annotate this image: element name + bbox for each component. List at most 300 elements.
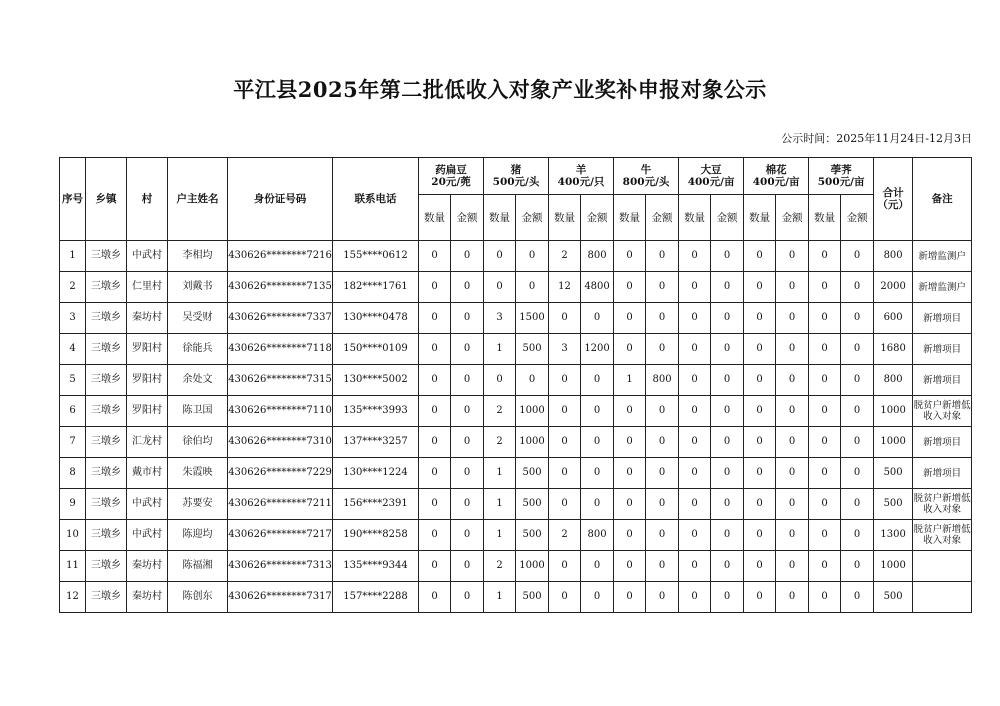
- header-village: 村: [127, 158, 168, 241]
- product-price: 400元/亩: [752, 176, 800, 188]
- cell-householder: 陈福湘: [168, 551, 228, 582]
- cell-quantity: 0: [419, 458, 451, 489]
- cell-quantity: 0: [419, 334, 451, 365]
- cell-amount: 0: [841, 303, 874, 334]
- cell-householder: 刘戴书: [168, 272, 228, 303]
- cell-quantity: 0: [679, 427, 711, 458]
- cell-quantity: 0: [549, 551, 581, 582]
- cell-amount: 0: [776, 551, 809, 582]
- product-price: 500元/头: [492, 176, 540, 188]
- cell-amount: 1000: [516, 396, 549, 427]
- cell-remark: 新增项目: [913, 334, 972, 365]
- header-quantity: 数量: [679, 195, 711, 241]
- cell-village: 戴市村: [127, 458, 168, 489]
- cell-quantity: 2: [484, 551, 516, 582]
- cell-quantity: 2: [484, 396, 516, 427]
- table-row: [60, 272, 972, 303]
- cell-amount: 0: [581, 489, 614, 520]
- cell-remark: 新增项目: [913, 427, 972, 458]
- cell-total: 1680: [874, 334, 913, 365]
- header-amount: 金额: [841, 195, 874, 241]
- cell-village: 中武村: [127, 241, 168, 272]
- product-price: 500元/亩: [817, 176, 865, 188]
- cell-quantity: 0: [679, 303, 711, 334]
- cell-quantity: 0: [809, 241, 841, 272]
- cell-quantity: 0: [679, 334, 711, 365]
- cell-amount: 0: [516, 272, 549, 303]
- cell-amount: 0: [776, 365, 809, 396]
- cell-quantity: 0: [744, 241, 776, 272]
- cell-id-number: 430626********7317: [228, 582, 333, 613]
- cell-quantity: 0: [419, 582, 451, 613]
- cell-quantity: 0: [614, 551, 646, 582]
- cell-amount: 1000: [516, 427, 549, 458]
- table-row: [60, 489, 972, 520]
- cell-total: 1000: [874, 551, 913, 582]
- cell-amount: 0: [711, 272, 744, 303]
- cell-amount: 0: [451, 551, 484, 582]
- header-product: [614, 158, 679, 195]
- cell-total: 800: [874, 365, 913, 396]
- cell-id-number: 430626********7118: [228, 334, 333, 365]
- cell-seq: 3: [60, 303, 86, 334]
- header-quantity: 数量: [614, 195, 646, 241]
- cell-amount: 0: [451, 489, 484, 520]
- cell-id-number: 430626********7211: [228, 489, 333, 520]
- header-phone: 联系电话: [333, 158, 419, 241]
- cell-amount: 0: [841, 582, 874, 613]
- header-product: [679, 158, 744, 195]
- cell-amount: 1000: [516, 551, 549, 582]
- cell-householder: 徐能兵: [168, 334, 228, 365]
- cell-quantity: 0: [549, 458, 581, 489]
- cell-quantity: 1: [484, 520, 516, 551]
- cell-amount: 800: [581, 241, 614, 272]
- publication-period: 公示时间：2025年11月24日-12月3日: [781, 132, 972, 145]
- cell-amount: 500: [516, 334, 549, 365]
- cell-householder: 苏要安: [168, 489, 228, 520]
- cell-amount: 0: [776, 396, 809, 427]
- cell-amount: 0: [841, 520, 874, 551]
- header-quantity: 数量: [549, 195, 581, 241]
- cell-total: 2000: [874, 272, 913, 303]
- cell-amount: 0: [646, 241, 679, 272]
- cell-amount: 0: [646, 272, 679, 303]
- header-row-products: [60, 158, 972, 195]
- cell-amount: 0: [711, 334, 744, 365]
- product-price: 20元/蔸: [431, 176, 471, 188]
- cell-quantity: 0: [809, 582, 841, 613]
- cell-quantity: 0: [744, 365, 776, 396]
- cell-phone: 130****1224: [333, 458, 419, 489]
- header-product: [419, 158, 484, 195]
- cell-quantity: 0: [484, 272, 516, 303]
- cell-quantity: 0: [614, 272, 646, 303]
- product-price: 400元/亩: [687, 176, 735, 188]
- cell-quantity: 0: [809, 427, 841, 458]
- cell-amount: 0: [451, 365, 484, 396]
- cell-total: 600: [874, 303, 913, 334]
- product-name: 大豆: [700, 164, 722, 176]
- table-row: [60, 241, 972, 272]
- header-amount: 金额: [776, 195, 809, 241]
- cell-amount: 0: [451, 582, 484, 613]
- table-row: [60, 365, 972, 396]
- cell-id-number: 430626********7229: [228, 458, 333, 489]
- cell-amount: 0: [646, 489, 679, 520]
- header-remark: 备注: [913, 158, 972, 241]
- cell-remark: 新增项目: [913, 458, 972, 489]
- cell-phone: 135****3993: [333, 396, 419, 427]
- cell-quantity: 0: [679, 241, 711, 272]
- cell-quantity: 3: [484, 303, 516, 334]
- cell-amount: 0: [711, 427, 744, 458]
- cell-town: 三墩乡: [86, 334, 127, 365]
- cell-amount: 0: [581, 396, 614, 427]
- cell-amount: 0: [646, 396, 679, 427]
- cell-amount: 500: [516, 458, 549, 489]
- product-name: 药扁豆: [435, 164, 467, 176]
- product-name: 牛: [640, 164, 652, 176]
- table-row: [60, 396, 972, 427]
- cell-quantity: 0: [419, 427, 451, 458]
- cell-quantity: 0: [679, 396, 711, 427]
- cell-phone: 155****0612: [333, 241, 419, 272]
- cell-amount: 0: [451, 427, 484, 458]
- cell-amount: 0: [711, 365, 744, 396]
- cell-quantity: 0: [549, 427, 581, 458]
- cell-amount: 0: [646, 458, 679, 489]
- cell-town: 三墩乡: [86, 458, 127, 489]
- cell-town: 三墩乡: [86, 489, 127, 520]
- cell-quantity: 0: [549, 582, 581, 613]
- cell-quantity: 0: [679, 489, 711, 520]
- cell-quantity: 0: [744, 334, 776, 365]
- cell-quantity: 0: [419, 241, 451, 272]
- cell-householder: 陈卫国: [168, 396, 228, 427]
- cell-quantity: 0: [809, 458, 841, 489]
- cell-quantity: 0: [419, 365, 451, 396]
- product-name: 羊: [575, 164, 587, 176]
- cell-quantity: 0: [809, 303, 841, 334]
- cell-quantity: 0: [809, 489, 841, 520]
- cell-householder: 李相均: [168, 241, 228, 272]
- cell-amount: 0: [841, 489, 874, 520]
- cell-amount: 0: [581, 365, 614, 396]
- cell-phone: 150****0109: [333, 334, 419, 365]
- cell-quantity: 0: [809, 396, 841, 427]
- cell-remark: [913, 582, 972, 613]
- cell-remark: 新增项目: [913, 303, 972, 334]
- product-name: 猪: [510, 164, 522, 176]
- cell-amount: 0: [581, 458, 614, 489]
- header-amount: 金额: [451, 195, 484, 241]
- cell-amount: 0: [841, 551, 874, 582]
- cell-quantity: 0: [809, 334, 841, 365]
- cell-quantity: 0: [809, 365, 841, 396]
- cell-quantity: 0: [679, 582, 711, 613]
- cell-quantity: 0: [744, 582, 776, 613]
- cell-quantity: 0: [679, 272, 711, 303]
- cell-amount: 0: [776, 303, 809, 334]
- cell-amount: 0: [776, 334, 809, 365]
- cell-amount: 0: [451, 520, 484, 551]
- header-town: 乡镇: [86, 158, 127, 241]
- cell-quantity: 12: [549, 272, 581, 303]
- cell-village: 仁里村: [127, 272, 168, 303]
- cell-amount: 800: [581, 520, 614, 551]
- header-quantity: 数量: [744, 195, 776, 241]
- cell-quantity: 0: [484, 365, 516, 396]
- cell-amount: 0: [776, 582, 809, 613]
- page-title: 平江县2025年第二批低收入对象产业奖补申报对象公示: [233, 77, 767, 102]
- header-amount: 金额: [711, 195, 744, 241]
- cell-quantity: 0: [744, 396, 776, 427]
- cell-amount: 0: [646, 427, 679, 458]
- cell-householder: 徐伯均: [168, 427, 228, 458]
- header-product: [484, 158, 549, 195]
- cell-householder: 余处文: [168, 365, 228, 396]
- cell-quantity: 0: [614, 489, 646, 520]
- cell-quantity: 2: [484, 427, 516, 458]
- cell-remark: 新增监测户: [913, 241, 972, 272]
- cell-amount: 0: [646, 551, 679, 582]
- cell-seq: 7: [60, 427, 86, 458]
- cell-amount: 0: [776, 458, 809, 489]
- cell-quantity: 0: [744, 489, 776, 520]
- cell-quantity: 1: [484, 334, 516, 365]
- product-price: 800元/头: [622, 176, 670, 188]
- cell-village: 罗阳村: [127, 334, 168, 365]
- header-product: [549, 158, 614, 195]
- cell-remark: 脱贫户新增低收入对象: [913, 489, 972, 520]
- cell-seq: 12: [60, 582, 86, 613]
- cell-remark: 新增监测户: [913, 272, 972, 303]
- cell-town: 三墩乡: [86, 272, 127, 303]
- cell-quantity: 0: [614, 582, 646, 613]
- cell-town: 三墩乡: [86, 582, 127, 613]
- cell-id-number: 430626********7110: [228, 396, 333, 427]
- product-price: 400元/只: [557, 176, 605, 188]
- cell-quantity: 0: [614, 520, 646, 551]
- cell-householder: 朱霞映: [168, 458, 228, 489]
- cell-town: 三墩乡: [86, 396, 127, 427]
- cell-amount: 4800: [581, 272, 614, 303]
- header-householder: 户主姓名: [168, 158, 228, 241]
- cell-quantity: 0: [614, 334, 646, 365]
- cell-phone: 190****8258: [333, 520, 419, 551]
- cell-amount: 0: [581, 582, 614, 613]
- cell-total: 800: [874, 241, 913, 272]
- header-product: [809, 158, 874, 195]
- cell-id-number: 430626********7313: [228, 551, 333, 582]
- cell-id-number: 430626********7217: [228, 520, 333, 551]
- cell-total: 500: [874, 489, 913, 520]
- cell-amount: 0: [776, 520, 809, 551]
- cell-total: 1300: [874, 520, 913, 551]
- header-amount: 金额: [516, 195, 549, 241]
- cell-remark: 脱贫户新增低收入对象: [913, 396, 972, 427]
- cell-seq: 6: [60, 396, 86, 427]
- cell-town: 三墩乡: [86, 365, 127, 396]
- cell-quantity: 0: [614, 458, 646, 489]
- cell-phone: 157****2288: [333, 582, 419, 613]
- cell-village: 罗阳村: [127, 396, 168, 427]
- cell-village: 罗阳村: [127, 365, 168, 396]
- header-total: 合计（元）: [874, 158, 913, 241]
- cell-total: 1000: [874, 396, 913, 427]
- cell-phone: 135****9344: [333, 551, 419, 582]
- cell-village: 秦坊村: [127, 551, 168, 582]
- header-quantity: 数量: [419, 195, 451, 241]
- cell-remark: 新增项目: [913, 365, 972, 396]
- cell-town: 三墩乡: [86, 427, 127, 458]
- cell-amount: 500: [516, 520, 549, 551]
- cell-quantity: 0: [744, 303, 776, 334]
- table-row: [60, 551, 972, 582]
- cell-village: 中武村: [127, 489, 168, 520]
- cell-seq: 5: [60, 365, 86, 396]
- cell-amount: 0: [841, 334, 874, 365]
- cell-quantity: 1: [614, 365, 646, 396]
- cell-householder: 吴受财: [168, 303, 228, 334]
- table-row: [60, 582, 972, 613]
- cell-quantity: 0: [419, 520, 451, 551]
- cell-amount: 0: [776, 241, 809, 272]
- cell-quantity: 1: [484, 582, 516, 613]
- cell-amount: 0: [581, 551, 614, 582]
- cell-seq: 1: [60, 241, 86, 272]
- cell-quantity: 0: [809, 520, 841, 551]
- cell-amount: 500: [516, 489, 549, 520]
- cell-amount: 0: [776, 272, 809, 303]
- cell-quantity: 0: [549, 365, 581, 396]
- table-row: [60, 520, 972, 551]
- table-body: [60, 241, 972, 613]
- table-row: [60, 427, 972, 458]
- cell-quantity: 0: [744, 458, 776, 489]
- cell-amount: 0: [451, 396, 484, 427]
- cell-quantity: 0: [679, 520, 711, 551]
- cell-total: 1000: [874, 427, 913, 458]
- cell-id-number: 430626********7216: [228, 241, 333, 272]
- header-seq: 序号: [60, 158, 86, 241]
- cell-amount: 0: [841, 458, 874, 489]
- cell-id-number: 430626********7310: [228, 427, 333, 458]
- cell-remark: [913, 551, 972, 582]
- table-row: [60, 458, 972, 489]
- subsidy-table: [59, 157, 972, 613]
- cell-amount: 0: [646, 520, 679, 551]
- cell-seq: 11: [60, 551, 86, 582]
- cell-amount: 0: [646, 303, 679, 334]
- cell-quantity: 0: [549, 303, 581, 334]
- cell-quantity: 0: [419, 396, 451, 427]
- cell-quantity: 0: [809, 272, 841, 303]
- cell-quantity: 0: [744, 520, 776, 551]
- cell-amount: 0: [646, 334, 679, 365]
- cell-amount: 0: [841, 365, 874, 396]
- cell-amount: 1500: [516, 303, 549, 334]
- cell-remark: 脱贫户新增低收入对象: [913, 520, 972, 551]
- header-id-number: 身份证号码: [228, 158, 333, 241]
- cell-quantity: 0: [614, 241, 646, 272]
- header-product: [744, 158, 809, 195]
- cell-seq: 9: [60, 489, 86, 520]
- cell-amount: 0: [711, 489, 744, 520]
- cell-quantity: 0: [484, 241, 516, 272]
- cell-amount: 0: [581, 427, 614, 458]
- cell-amount: 0: [451, 334, 484, 365]
- cell-town: 三墩乡: [86, 520, 127, 551]
- cell-amount: 0: [841, 427, 874, 458]
- cell-amount: 0: [776, 427, 809, 458]
- cell-phone: 137****3257: [333, 427, 419, 458]
- cell-quantity: 0: [614, 396, 646, 427]
- cell-quantity: 0: [744, 427, 776, 458]
- cell-amount: 0: [451, 458, 484, 489]
- cell-amount: 0: [451, 241, 484, 272]
- cell-amount: 0: [841, 272, 874, 303]
- cell-seq: 4: [60, 334, 86, 365]
- cell-quantity: 0: [679, 458, 711, 489]
- cell-quantity: 1: [484, 489, 516, 520]
- cell-amount: 0: [451, 303, 484, 334]
- cell-amount: 800: [646, 365, 679, 396]
- cell-quantity: 0: [419, 272, 451, 303]
- cell-amount: 0: [711, 458, 744, 489]
- cell-quantity: 0: [614, 427, 646, 458]
- cell-quantity: 0: [549, 489, 581, 520]
- cell-town: 三墩乡: [86, 241, 127, 272]
- cell-amount: 0: [841, 396, 874, 427]
- cell-quantity: 0: [419, 551, 451, 582]
- header-quantity: 数量: [484, 195, 516, 241]
- cell-quantity: 0: [744, 551, 776, 582]
- cell-phone: 130****0478: [333, 303, 419, 334]
- cell-quantity: 0: [744, 272, 776, 303]
- cell-phone: 156****2391: [333, 489, 419, 520]
- cell-amount: 0: [711, 551, 744, 582]
- cell-amount: 500: [516, 582, 549, 613]
- product-name: 荸荠: [830, 164, 852, 176]
- cell-amount: 0: [711, 520, 744, 551]
- cell-town: 三墩乡: [86, 551, 127, 582]
- cell-quantity: 0: [419, 303, 451, 334]
- cell-amount: 1200: [581, 334, 614, 365]
- cell-quantity: 0: [549, 396, 581, 427]
- cell-village: 汇龙村: [127, 427, 168, 458]
- cell-quantity: 0: [419, 489, 451, 520]
- product-name: 棉花: [765, 164, 787, 176]
- table-row: [60, 334, 972, 365]
- cell-amount: 0: [711, 303, 744, 334]
- header-amount: 金额: [646, 195, 679, 241]
- cell-householder: 陈迎均: [168, 520, 228, 551]
- cell-quantity: 0: [679, 365, 711, 396]
- cell-amount: 0: [711, 241, 744, 272]
- table-row: [60, 303, 972, 334]
- cell-id-number: 430626********7337: [228, 303, 333, 334]
- cell-village: 中武村: [127, 520, 168, 551]
- cell-amount: 0: [841, 241, 874, 272]
- header-quantity: 数量: [809, 195, 841, 241]
- cell-total: 500: [874, 582, 913, 613]
- header-amount: 金额: [581, 195, 614, 241]
- cell-quantity: 3: [549, 334, 581, 365]
- cell-quantity: 1: [484, 458, 516, 489]
- cell-amount: 0: [646, 582, 679, 613]
